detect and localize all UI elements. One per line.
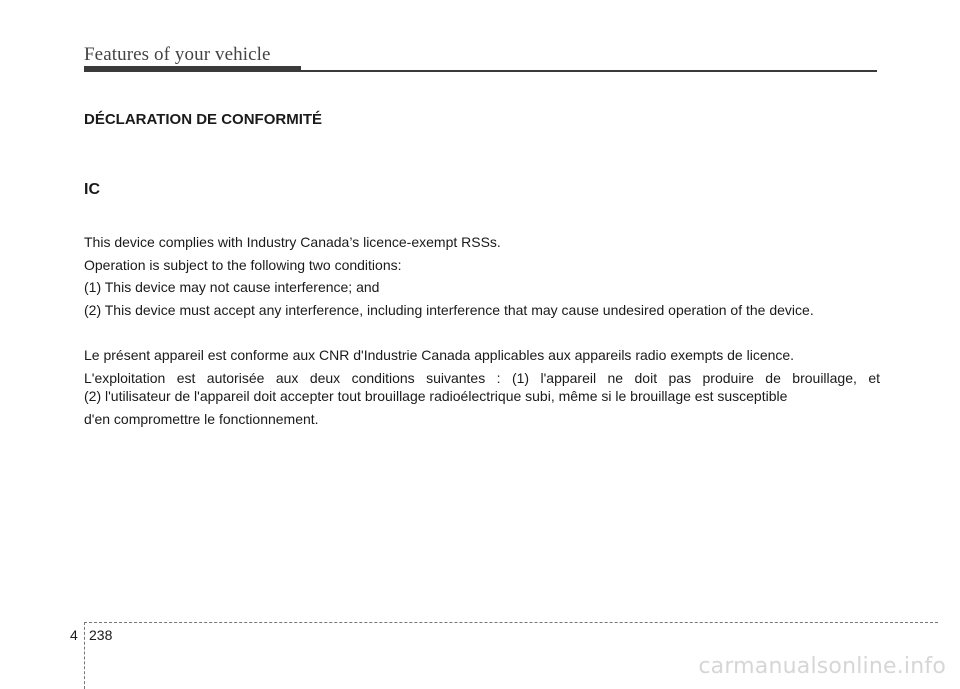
watermark-text: carmanualsonline.info xyxy=(698,654,946,679)
chapter-number: 4 xyxy=(70,627,78,643)
english-line-1: This device complies with Industry Canada’s licence-exempt RSSs. xyxy=(84,234,501,250)
french-line-2: L'exploitation est autorisée aux deux conditions suivantes : (1) l'appareil ne doit pas produire de brouillage, et xyxy=(84,370,880,386)
declaration-heading: DÉCLARATION DE CONFORMITÉ xyxy=(84,111,323,128)
header-title: Features of your vehicle xyxy=(84,44,271,65)
ic-heading: IC xyxy=(84,181,100,198)
page-number: 238 xyxy=(89,627,113,643)
footer-dashed-rule xyxy=(84,622,938,623)
header-rule-thin xyxy=(301,70,877,72)
english-line-4: (2) This device must accept any interference, including interference that may cause undesired operation of the device. xyxy=(84,302,814,318)
french-line-3: (2) l'utilisateur de l'appareil doit accepter tout brouillage radioélectrique subi, même si le brouillage est susceptible xyxy=(84,388,788,404)
english-line-3: (1) This device may not cause interference; and xyxy=(84,279,380,295)
english-line-2: Operation is subject to the following two conditions: xyxy=(84,257,402,273)
french-line-4: d'en compromettre le fonctionnement. xyxy=(84,411,319,427)
footer-dashed-divider xyxy=(84,622,85,689)
french-line-1: Le présent appareil est conforme aux CNR d'Industrie Canada applicables aux appareils radio exempts de licence. xyxy=(84,347,795,363)
header-rule-thick xyxy=(84,66,301,72)
